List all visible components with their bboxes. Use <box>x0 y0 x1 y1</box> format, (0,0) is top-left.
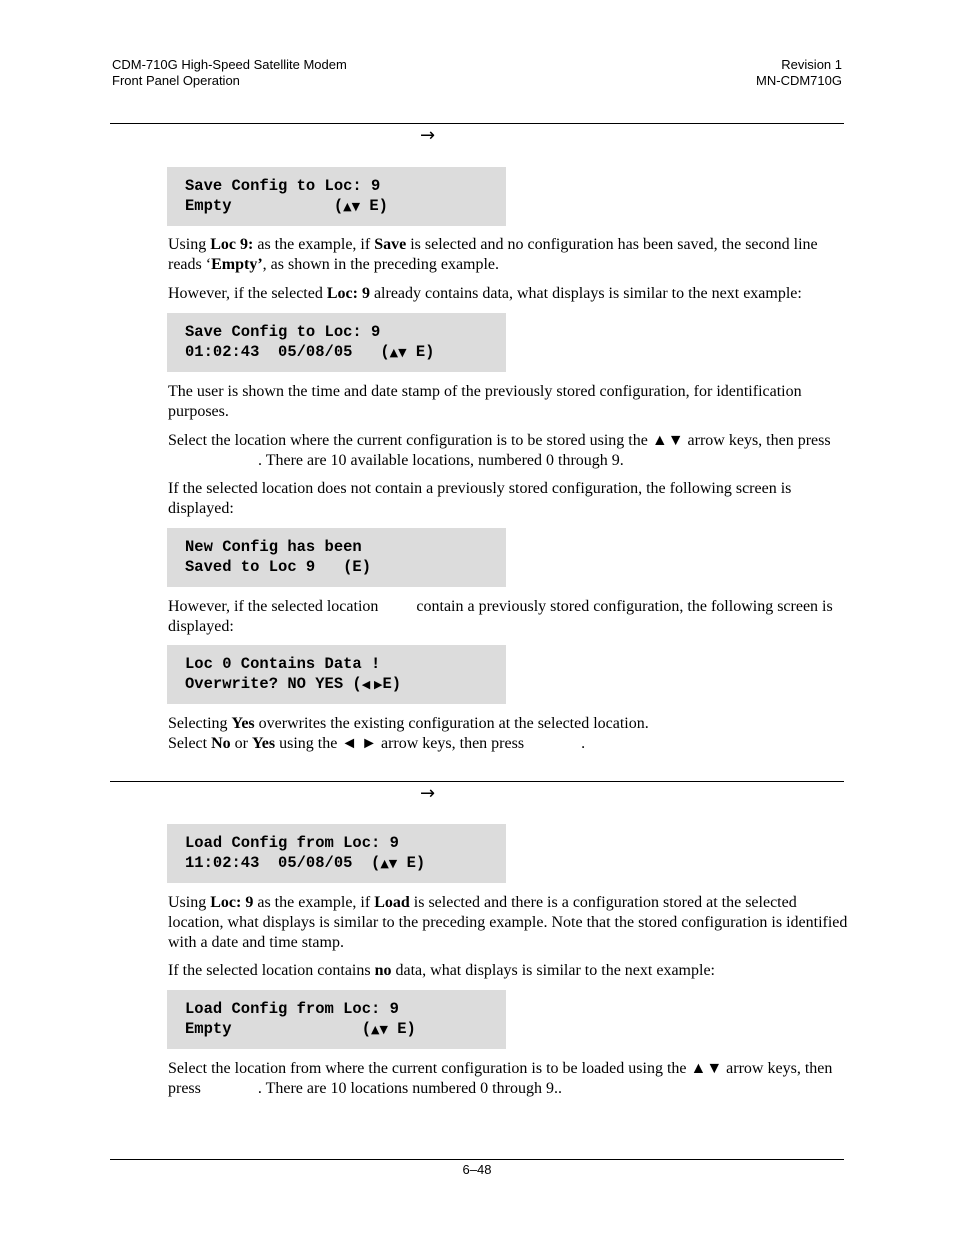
lcd-display-overwrite <box>167 645 506 704</box>
chapter-title: Front Panel Operation <box>112 73 240 88</box>
paragraph: If the selected location contains no data, what displays is similar to the next example: <box>168 962 715 979</box>
footer-divider <box>110 1159 844 1160</box>
manual-number: MN-CDM710G <box>756 73 842 88</box>
lcd-line: Overwrite? NO YES (◀ ▶E) <box>185 675 402 693</box>
paragraph: If the selected location does not contain a previously stored configuration, the following screen is displayed: <box>168 480 792 517</box>
lcd-line: 01:02:43 05/08/05 (▲▼ E) <box>185 343 435 361</box>
section-divider <box>110 123 844 124</box>
lcd-line: Load Config from Loc: 9 <box>185 834 399 852</box>
paragraph: Selecting Yes overwrites the existing configuration at the selected location. <box>168 715 649 732</box>
lcd-line: 11:02:43 05/08/05 (▲▼ E) <box>185 854 426 872</box>
lcd-display-load-empty <box>167 990 506 1049</box>
lcd-line: Save Config to Loc: 9 <box>185 177 381 195</box>
right-arrow-icon: → <box>420 783 436 804</box>
lcd-line: Loc 0 Contains Data ! <box>185 655 381 673</box>
up-down-arrows-icon: ▲▼ <box>380 857 398 870</box>
page-number: 6–48 <box>462 1162 492 1177</box>
paragraph: However, if the selected location contain a previously stored configuration, the following screen is displayed: <box>168 598 833 635</box>
lcd-line: Saved to Loc 9 (E) <box>185 558 372 576</box>
lcd-line: Load Config from Loc: 9 <box>185 1000 399 1018</box>
lcd-line: Save Config to Loc: 9 <box>185 323 381 341</box>
header-left <box>112 57 347 89</box>
paragraph: Using Loc 9: as the example, if Save is selected and no configuration has been saved, the second line reads ‘Empty’, as shown in the preceding example. <box>168 236 818 273</box>
lcd-display-saved <box>167 528 506 587</box>
right-arrow-icon: → <box>420 125 436 146</box>
header-right <box>756 57 842 89</box>
lcd-display-load-timestamp <box>167 824 506 883</box>
up-down-arrows-icon: ▲▼ <box>389 346 407 359</box>
paragraph: The user is shown the time and date stamp of the previously stored configuration, for identification purposes. <box>168 383 802 420</box>
lcd-line: Empty (▲▼ E) <box>185 197 388 215</box>
left-right-arrows-icon: ◀ ▶ <box>361 678 383 691</box>
up-down-arrows-icon: ▲▼ <box>343 200 361 213</box>
paragraph: Select the location from where the current configuration is to be loaded using the ▲▼ arrow keys, then press . There are 10 locations numbered 0 through 9.. <box>168 1060 833 1097</box>
up-down-arrows-icon: ▲▼ <box>371 1023 388 1036</box>
paragraph: Select No or Yes using the ◄ ► arrow keys, then press . <box>168 735 586 752</box>
section-divider <box>110 781 844 782</box>
paragraph: Select the location where the current configuration is to be stored using the ▲▼ arrow keys, then press. There are 10 available locations, numbered 0 through 9. <box>168 432 831 469</box>
paragraph: Using Loc: 9 as the example, if Load is selected and there is a configuration stored at the selected location, what displays is similar to the preceding example. Note that the stored configuration is identified with a date and time stamp. <box>168 894 848 951</box>
lcd-display-save-timestamp <box>167 313 506 372</box>
paragraph: However, if the selected Loc: 9 already contains data, what displays is similar to the next example: <box>168 285 802 302</box>
lcd-display-save-empty <box>167 167 506 226</box>
document-title: CDM-710G High-Speed Satellite Modem <box>112 57 347 72</box>
revision-label: Revision 1 <box>781 57 842 72</box>
lcd-line: Empty (▲▼ E) <box>185 1020 416 1038</box>
lcd-line: New Config has been <box>185 538 362 556</box>
